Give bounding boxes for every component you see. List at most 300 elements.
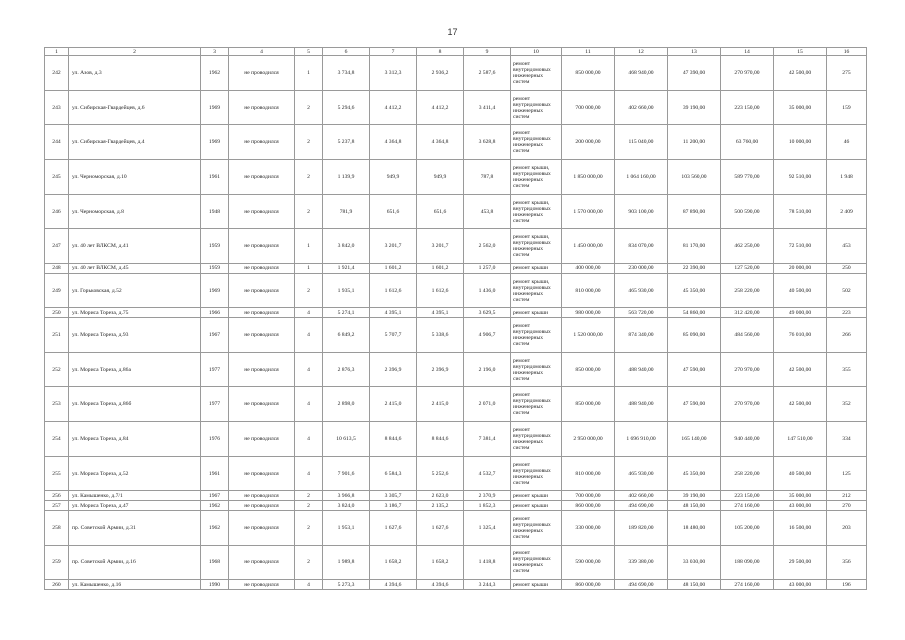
fund-cost-cell: 402 660,00	[615, 90, 668, 125]
local-cost-cell: 462 250,00	[721, 229, 774, 264]
total-cost-cell: 980 000,00	[562, 308, 615, 318]
owners-cost-cell: 42 500,00	[774, 387, 827, 422]
area-living-cell: 787,8	[464, 160, 511, 195]
row-number-cell: 249	[45, 273, 69, 308]
total-area-cell: 5 294,6	[323, 90, 370, 125]
commission-year-cell: 1948	[201, 194, 229, 229]
fund-cost-cell: 488 940,00	[615, 387, 668, 422]
last-repair-cell: не проводился	[229, 229, 295, 264]
row-number-cell: 258	[45, 510, 69, 545]
owners-cost-cell: 40 500,00	[774, 456, 827, 491]
table-row	[45, 456, 867, 491]
table-row	[45, 90, 867, 125]
work-type-cell: ремонт внутридомовых инженерных систем	[511, 456, 562, 491]
floors-cell: 1	[295, 264, 323, 274]
local-cost-cell: 223 150,00	[721, 491, 774, 501]
local-cost-cell: 940 440,00	[721, 422, 774, 457]
work-type-cell: ремонт внутридомовых инженерных систем	[511, 318, 562, 353]
fund-cost-cell: 465 930,00	[615, 273, 668, 308]
row-number-cell: 242	[45, 56, 69, 91]
owners-cost-cell: 92 510,00	[774, 160, 827, 195]
commission-year-cell: 1977	[201, 352, 229, 387]
total-area-cell: 5 274,1	[323, 308, 370, 318]
address-cell: ул. Камышенко, д.7/1	[69, 491, 201, 501]
total-cost-cell: 200 000,00	[562, 125, 615, 160]
commission-year-cell: 1968	[201, 545, 229, 580]
table-row	[45, 510, 867, 545]
table-row	[45, 422, 867, 457]
local-cost-cell: 105 200,00	[721, 510, 774, 545]
work-type-cell: ремонт крыши, внутридомовых инженерных систем	[511, 194, 562, 229]
commission-year-cell: 1976	[201, 422, 229, 457]
floors-cell: 4	[295, 456, 323, 491]
cost-per-sqm-cell: 159	[827, 90, 867, 125]
floors-cell: 4	[295, 318, 323, 353]
row-number-cell: 252	[45, 352, 69, 387]
total-cost-cell: 850 000,00	[562, 56, 615, 91]
commission-year-cell: 1962	[201, 56, 229, 91]
local-cost-cell: 127 520,00	[721, 264, 774, 274]
local-cost-cell: 484 560,00	[721, 318, 774, 353]
budget-cost-cell: 87 890,00	[668, 194, 721, 229]
address-cell: пр. Советской Армии, д.31	[69, 510, 201, 545]
area-owned-cell: 2 396,9	[417, 352, 464, 387]
area-residential-cell: 5 707,7	[370, 318, 417, 353]
owners-cost-cell: 49 000,00	[774, 308, 827, 318]
row-number-cell: 247	[45, 229, 69, 264]
address-cell: ул. Сибирская-Гвардейцев, д.6	[69, 90, 201, 125]
owners-cost-cell: 29 500,00	[774, 545, 827, 580]
total-cost-cell: 860 000,00	[562, 501, 615, 511]
budget-cost-cell: 11 200,00	[668, 125, 721, 160]
cost-per-sqm-cell: 2 409	[827, 194, 867, 229]
last-repair-cell: не проводился	[229, 491, 295, 501]
area-residential-cell: 3 312,3	[370, 56, 417, 91]
row-number-cell: 244	[45, 125, 69, 160]
row-number-cell: 248	[45, 264, 69, 274]
area-owned-cell: 651,6	[417, 194, 464, 229]
floors-cell: 4	[295, 352, 323, 387]
budget-cost-cell: 165 140,00	[668, 422, 721, 457]
table-row	[45, 387, 867, 422]
column-number-cell: 6	[323, 48, 370, 56]
commission-year-cell: 1969	[201, 125, 229, 160]
column-number-row	[45, 48, 867, 56]
floors-cell: 2	[295, 510, 323, 545]
area-owned-cell: 2 415,0	[417, 387, 464, 422]
row-number-cell: 255	[45, 456, 69, 491]
area-owned-cell: 4 412,2	[417, 90, 464, 125]
last-repair-cell: не проводился	[229, 387, 295, 422]
column-number-cell: 11	[562, 48, 615, 56]
area-residential-cell: 4 412,2	[370, 90, 417, 125]
floors-cell: 2	[295, 90, 323, 125]
commission-year-cell: 1969	[201, 90, 229, 125]
commission-year-cell: 1962	[201, 510, 229, 545]
area-owned-cell: 5 338,6	[417, 318, 464, 353]
work-type-cell: ремонт крыши	[511, 308, 562, 318]
owners-cost-cell: 72 510,00	[774, 229, 827, 264]
total-cost-cell: 850 000,00	[562, 387, 615, 422]
area-residential-cell: 3 186,7	[370, 501, 417, 511]
cost-per-sqm-cell: 1 948	[827, 160, 867, 195]
total-area-cell: 10 613,5	[323, 422, 370, 457]
total-cost-cell: 590 000,00	[562, 545, 615, 580]
area-owned-cell: 2 135,2	[417, 501, 464, 511]
cost-per-sqm-cell: 334	[827, 422, 867, 457]
work-type-cell: ремонт внутридомовых инженерных систем	[511, 422, 562, 457]
owners-cost-cell: 40 500,00	[774, 273, 827, 308]
area-living-cell: 7 381,4	[464, 422, 511, 457]
column-number-cell: 14	[721, 48, 774, 56]
budget-cost-cell: 45 350,00	[668, 273, 721, 308]
last-repair-cell: не проводился	[229, 56, 295, 91]
last-repair-cell: не проводился	[229, 308, 295, 318]
total-area-cell: 1 989,8	[323, 545, 370, 580]
address-cell: ул. Сибирская-Гвардейцев, д.4	[69, 125, 201, 160]
area-owned-cell: 2 936,2	[417, 56, 464, 91]
last-repair-cell: не проводился	[229, 125, 295, 160]
last-repair-cell: не проводился	[229, 501, 295, 511]
total-area-cell: 2 898,0	[323, 387, 370, 422]
table-row	[45, 273, 867, 308]
address-cell: ул. Мориса Тореза, д.86б	[69, 387, 201, 422]
address-cell: ул. Горьковская, д.52	[69, 273, 201, 308]
row-number-cell: 251	[45, 318, 69, 353]
area-residential-cell: 8 844,6	[370, 422, 417, 457]
budget-cost-cell: 47 590,00	[668, 352, 721, 387]
area-residential-cell: 1 627,6	[370, 510, 417, 545]
floors-cell: 2	[295, 273, 323, 308]
total-area-cell: 5 273,3	[323, 580, 370, 590]
total-cost-cell: 1 450 000,00	[562, 229, 615, 264]
column-number-cell: 3	[201, 48, 229, 56]
address-cell: ул. Мориса Тореза, д.93	[69, 318, 201, 353]
table-row	[45, 125, 867, 160]
column-number-cell: 15	[774, 48, 827, 56]
address-cell: ул. Мориса Тореза, д.47	[69, 501, 201, 511]
work-type-cell: ремонт крыши, внутридомовых инженерных систем	[511, 160, 562, 195]
total-area-cell: 3 842,0	[323, 229, 370, 264]
owners-cost-cell: 42 500,00	[774, 352, 827, 387]
total-area-cell: 7 901,6	[323, 456, 370, 491]
total-cost-cell: 1 520 000,00	[562, 318, 615, 353]
work-type-cell: ремонт внутридомовых инженерных систем	[511, 56, 562, 91]
total-area-cell: 781,9	[323, 194, 370, 229]
owners-cost-cell: 78 510,00	[774, 194, 827, 229]
area-residential-cell: 6 584,3	[370, 456, 417, 491]
column-number-cell: 9	[464, 48, 511, 56]
fund-cost-cell: 339 380,00	[615, 545, 668, 580]
floors-cell: 2	[295, 545, 323, 580]
work-type-cell: ремонт внутридомовых инженерных систем	[511, 387, 562, 422]
fund-cost-cell: 834 070,00	[615, 229, 668, 264]
table-row	[45, 264, 867, 274]
address-cell: ул. Черноморская, д.8	[69, 194, 201, 229]
commission-year-cell: 1990	[201, 580, 229, 590]
area-owned-cell: 1 627,6	[417, 510, 464, 545]
last-repair-cell: не проводился	[229, 422, 295, 457]
cost-per-sqm-cell: 355	[827, 352, 867, 387]
page-number: 17	[447, 27, 458, 37]
cost-per-sqm-cell: 275	[827, 56, 867, 91]
area-owned-cell: 1 612,6	[417, 273, 464, 308]
area-living-cell: 3 411,4	[464, 90, 511, 125]
area-residential-cell: 1 612,6	[370, 273, 417, 308]
work-type-cell: ремонт внутридомовых инженерных систем	[511, 90, 562, 125]
area-owned-cell: 1 601,2	[417, 264, 464, 274]
work-type-cell: ремонт крыши	[511, 580, 562, 590]
fund-cost-cell: 494 690,00	[615, 501, 668, 511]
work-type-cell: ремонт внутридомовых инженерных систем	[511, 125, 562, 160]
budget-cost-cell: 81 170,00	[668, 229, 721, 264]
total-cost-cell: 810 000,00	[562, 456, 615, 491]
address-cell: ул. Мориса Тореза, д.52	[69, 456, 201, 491]
local-cost-cell: 270 970,00	[721, 387, 774, 422]
budget-cost-cell: 48 150,00	[668, 501, 721, 511]
commission-year-cell: 1967	[201, 491, 229, 501]
area-residential-cell: 3 305,7	[370, 491, 417, 501]
commission-year-cell: 1961	[201, 160, 229, 195]
commission-year-cell: 1966	[201, 308, 229, 318]
table-row	[45, 501, 867, 511]
address-cell: ул. Мориса Тореза, д.84	[69, 422, 201, 457]
last-repair-cell: не проводился	[229, 352, 295, 387]
local-cost-cell: 500 590,00	[721, 194, 774, 229]
area-residential-cell: 651,6	[370, 194, 417, 229]
work-type-cell: ремонт внутридомовых инженерных систем	[511, 352, 562, 387]
area-residential-cell: 4 395,1	[370, 308, 417, 318]
area-owned-cell: 3 201,7	[417, 229, 464, 264]
area-living-cell: 3 629,5	[464, 308, 511, 318]
area-living-cell: 2 196,0	[464, 352, 511, 387]
area-owned-cell: 2 623,0	[417, 491, 464, 501]
total-cost-cell: 700 000,00	[562, 491, 615, 501]
work-type-cell: ремонт крыши	[511, 491, 562, 501]
total-area-cell: 1 953,1	[323, 510, 370, 545]
column-number-cell: 2	[69, 48, 201, 56]
area-residential-cell: 2 396,9	[370, 352, 417, 387]
address-cell: ул. Мориса Тореза, д.86а	[69, 352, 201, 387]
last-repair-cell: не проводился	[229, 318, 295, 353]
work-type-cell: ремонт крыши, внутридомовых инженерных систем	[511, 273, 562, 308]
area-living-cell: 2 587,6	[464, 56, 511, 91]
column-number-cell: 10	[511, 48, 562, 56]
table-row	[45, 545, 867, 580]
local-cost-cell: 589 770,00	[721, 160, 774, 195]
area-living-cell: 2 370,9	[464, 491, 511, 501]
cost-per-sqm-cell: 203	[827, 510, 867, 545]
area-residential-cell: 2 415,0	[370, 387, 417, 422]
total-area-cell: 5 237,8	[323, 125, 370, 160]
area-living-cell: 453,8	[464, 194, 511, 229]
floors-cell: 1	[295, 56, 323, 91]
total-area-cell: 6 849,2	[323, 318, 370, 353]
last-repair-cell: не проводился	[229, 273, 295, 308]
fund-cost-cell: 903 100,00	[615, 194, 668, 229]
owners-cost-cell: 35 000,00	[774, 90, 827, 125]
floors-cell: 4	[295, 422, 323, 457]
total-area-cell: 1 935,1	[323, 273, 370, 308]
budget-cost-cell: 39 190,00	[668, 90, 721, 125]
column-number-cell: 12	[615, 48, 668, 56]
budget-cost-cell: 18 480,00	[668, 510, 721, 545]
area-residential-cell: 4 394,6	[370, 580, 417, 590]
local-cost-cell: 274 160,00	[721, 580, 774, 590]
total-area-cell: 2 876,3	[323, 352, 370, 387]
total-cost-cell: 1 850 000,00	[562, 160, 615, 195]
column-number-cell: 4	[229, 48, 295, 56]
budget-cost-cell: 85 090,00	[668, 318, 721, 353]
cost-per-sqm-cell: 270	[827, 501, 867, 511]
local-cost-cell: 270 970,00	[721, 352, 774, 387]
column-number-cell: 16	[827, 48, 867, 56]
budget-cost-cell: 22 390,00	[668, 264, 721, 274]
commission-year-cell: 1959	[201, 264, 229, 274]
address-cell: ул. Мориса Тореза, д.75	[69, 308, 201, 318]
fund-cost-cell: 1 064 160,00	[615, 160, 668, 195]
fund-cost-cell: 189 820,00	[615, 510, 668, 545]
total-cost-cell: 850 000,00	[562, 352, 615, 387]
fund-cost-cell: 1 696 910,00	[615, 422, 668, 457]
table-row	[45, 308, 867, 318]
fund-cost-cell: 230 000,00	[615, 264, 668, 274]
area-living-cell: 1 418,8	[464, 545, 511, 580]
commission-year-cell: 1977	[201, 387, 229, 422]
total-cost-cell: 2 950 000,00	[562, 422, 615, 457]
work-type-cell: ремонт крыши	[511, 264, 562, 274]
row-number-cell: 259	[45, 545, 69, 580]
fund-cost-cell: 494 690,00	[615, 580, 668, 590]
total-cost-cell: 700 000,00	[562, 90, 615, 125]
last-repair-cell: не проводился	[229, 580, 295, 590]
cost-per-sqm-cell: 352	[827, 387, 867, 422]
budget-cost-cell: 47 590,00	[668, 387, 721, 422]
floors-cell: 1	[295, 229, 323, 264]
area-living-cell: 1 852,3	[464, 501, 511, 511]
floors-cell: 2	[295, 125, 323, 160]
floors-cell: 2	[295, 501, 323, 511]
area-living-cell: 4 532,7	[464, 456, 511, 491]
total-area-cell: 1 921,4	[323, 264, 370, 274]
area-living-cell: 2 562,0	[464, 229, 511, 264]
fund-cost-cell: 465 930,00	[615, 456, 668, 491]
cost-per-sqm-cell: 250	[827, 264, 867, 274]
address-cell: ул. Черноморская, д.10	[69, 160, 201, 195]
total-cost-cell: 860 000,00	[562, 580, 615, 590]
area-living-cell: 4 906,7	[464, 318, 511, 353]
local-cost-cell: 312 420,00	[721, 308, 774, 318]
local-cost-cell: 274 160,00	[721, 501, 774, 511]
last-repair-cell: не проводился	[229, 510, 295, 545]
fund-cost-cell: 563 720,00	[615, 308, 668, 318]
area-residential-cell: 3 201,7	[370, 229, 417, 264]
cost-per-sqm-cell: 266	[827, 318, 867, 353]
last-repair-cell: не проводился	[229, 160, 295, 195]
budget-cost-cell: 45 350,00	[668, 456, 721, 491]
address-cell: ул. Камышенко, д.16	[69, 580, 201, 590]
work-type-cell: ремонт крыши, внутридомовых инженерных систем	[511, 229, 562, 264]
column-number-cell: 8	[417, 48, 464, 56]
budget-cost-cell: 39 190,00	[668, 491, 721, 501]
table-row	[45, 160, 867, 195]
total-cost-cell: 1 570 000,00	[562, 194, 615, 229]
floors-cell: 2	[295, 491, 323, 501]
cost-per-sqm-cell: 125	[827, 456, 867, 491]
row-number-cell: 256	[45, 491, 69, 501]
owners-cost-cell: 42 500,00	[774, 56, 827, 91]
fund-cost-cell: 115 040,00	[615, 125, 668, 160]
total-cost-cell: 810 000,00	[562, 273, 615, 308]
area-owned-cell: 4 395,1	[417, 308, 464, 318]
area-residential-cell: 1 658,2	[370, 545, 417, 580]
owners-cost-cell: 20 000,00	[774, 264, 827, 274]
commission-year-cell: 1959	[201, 229, 229, 264]
total-area-cell: 3 824,0	[323, 501, 370, 511]
cost-per-sqm-cell: 212	[827, 491, 867, 501]
column-number-cell: 13	[668, 48, 721, 56]
column-number-cell: 1	[45, 48, 69, 56]
capital-repair-table	[44, 47, 867, 590]
local-cost-cell: 258 220,00	[721, 456, 774, 491]
total-area-cell: 3 734,8	[323, 56, 370, 91]
last-repair-cell: не проводился	[229, 264, 295, 274]
row-number-cell: 260	[45, 580, 69, 590]
cost-per-sqm-cell: 453	[827, 229, 867, 264]
table-row	[45, 56, 867, 91]
cost-per-sqm-cell: 356	[827, 545, 867, 580]
total-cost-cell: 400 000,00	[562, 264, 615, 274]
address-cell: ул. 40 лет ВЛКСМ, д.41	[69, 229, 201, 264]
last-repair-cell: не проводился	[229, 194, 295, 229]
fund-cost-cell: 488 940,00	[615, 352, 668, 387]
area-residential-cell: 1 601,2	[370, 264, 417, 274]
owners-cost-cell: 43 000,00	[774, 580, 827, 590]
work-type-cell: ремонт крыши	[511, 501, 562, 511]
cost-per-sqm-cell: 502	[827, 273, 867, 308]
area-living-cell: 1 257,0	[464, 264, 511, 274]
work-type-cell: ремонт внутридомовых инженерных систем	[511, 510, 562, 545]
local-cost-cell: 258 220,00	[721, 273, 774, 308]
row-number-cell: 245	[45, 160, 69, 195]
owners-cost-cell: 147 510,00	[774, 422, 827, 457]
total-cost-cell: 330 000,00	[562, 510, 615, 545]
owners-cost-cell: 10 000,00	[774, 125, 827, 160]
row-number-cell: 254	[45, 422, 69, 457]
floors-cell: 2	[295, 194, 323, 229]
cost-per-sqm-cell: 196	[827, 580, 867, 590]
fund-cost-cell: 468 940,00	[615, 56, 668, 91]
row-number-cell: 257	[45, 501, 69, 511]
commission-year-cell: 1962	[201, 501, 229, 511]
area-owned-cell: 5 252,6	[417, 456, 464, 491]
column-number-cell: 5	[295, 48, 323, 56]
row-number-cell: 253	[45, 387, 69, 422]
address-cell: ул. 40 лет ВЛКСМ, д.45	[69, 264, 201, 274]
column-number-cell: 7	[370, 48, 417, 56]
row-number-cell: 246	[45, 194, 69, 229]
commission-year-cell: 1961	[201, 456, 229, 491]
work-type-cell: ремонт внутридомовых инженерных систем	[511, 545, 562, 580]
last-repair-cell: не проводился	[229, 456, 295, 491]
owners-cost-cell: 76 010,00	[774, 318, 827, 353]
area-owned-cell: 8 844,6	[417, 422, 464, 457]
budget-cost-cell: 103 560,00	[668, 160, 721, 195]
table-row	[45, 580, 867, 590]
area-living-cell: 2 071,0	[464, 387, 511, 422]
area-living-cell: 3 244,3	[464, 580, 511, 590]
area-owned-cell: 4 394,6	[417, 580, 464, 590]
